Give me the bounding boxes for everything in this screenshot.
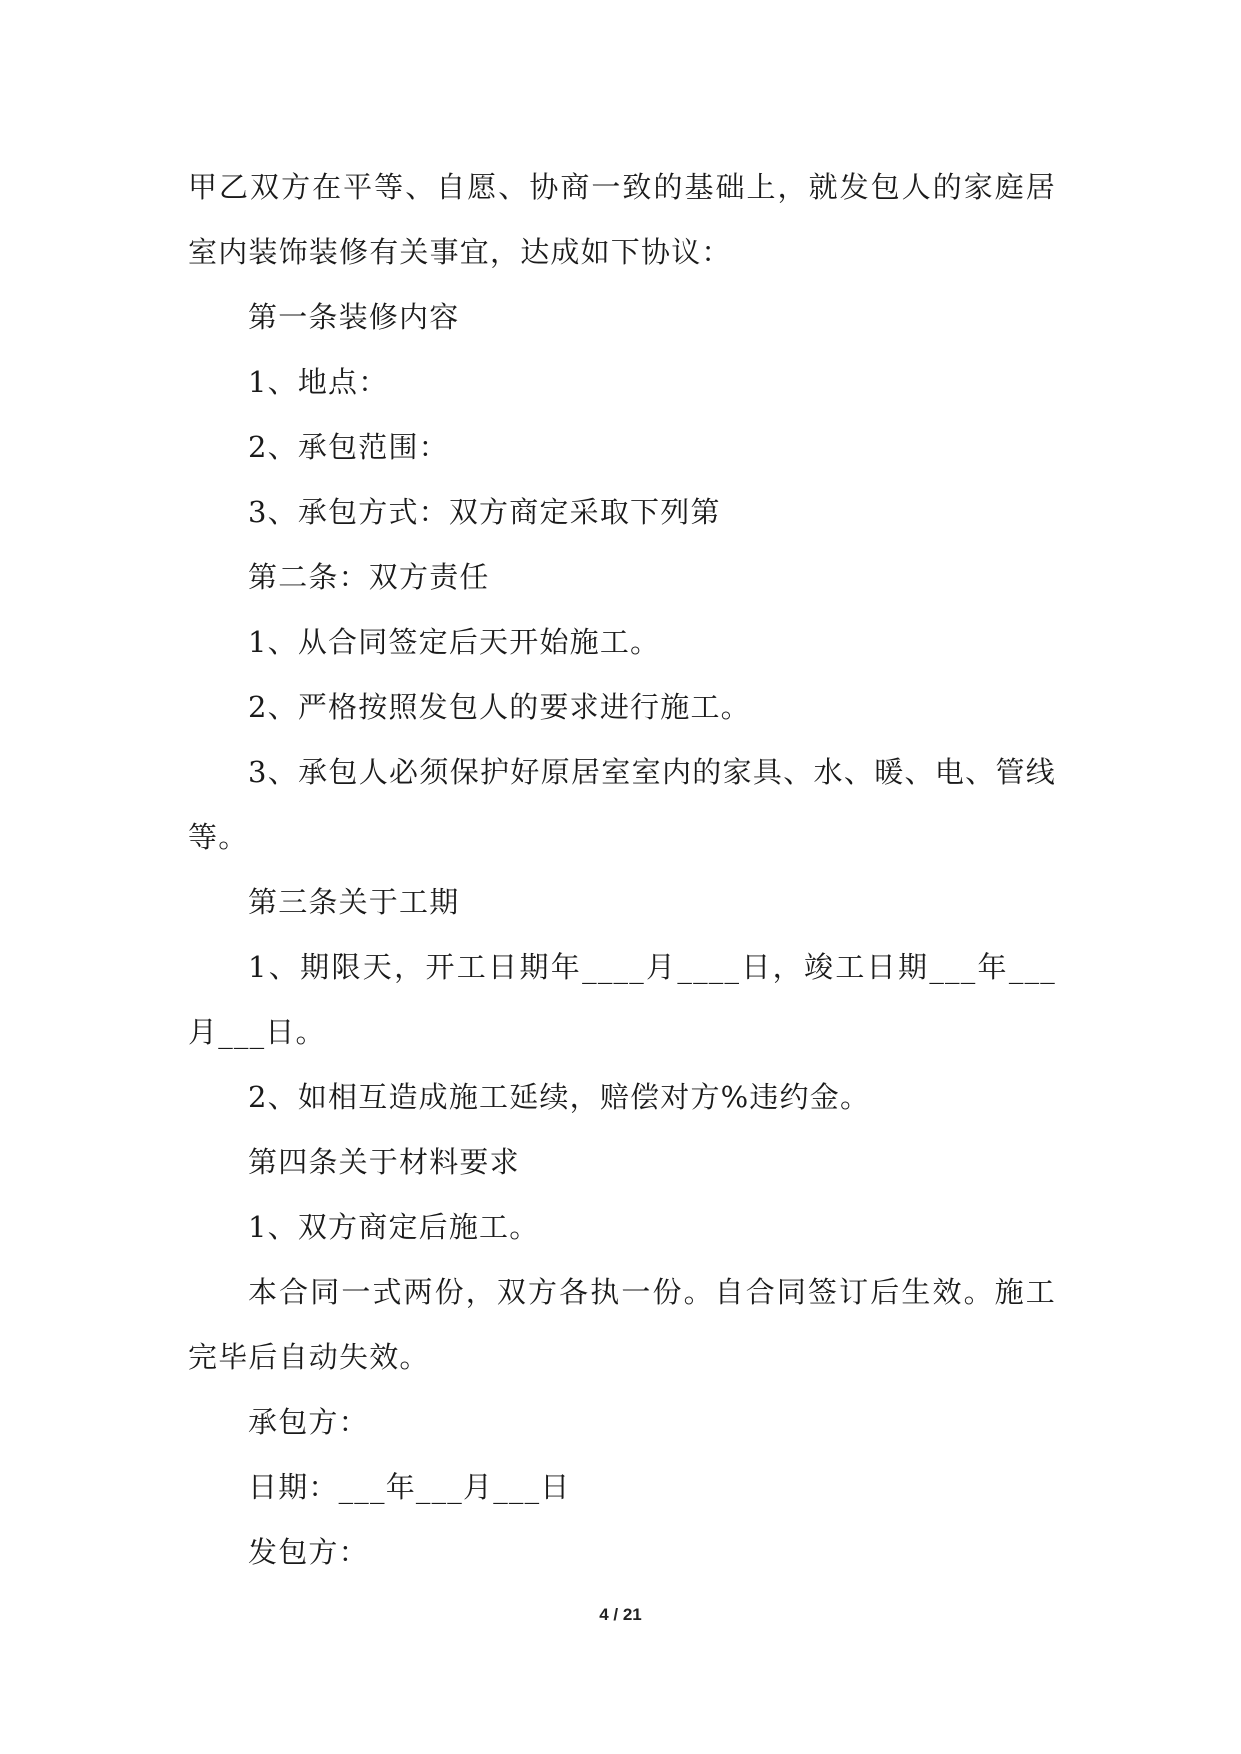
paragraph-client-signature: 发包方： xyxy=(248,1535,369,1569)
paragraph-contractor-signature: 承包方： xyxy=(248,1405,369,1439)
document-body xyxy=(188,155,1056,1585)
paragraph-article-2-item-2: 2、严格按照发包人的要求进行施工。 xyxy=(248,690,751,724)
paragraph-signature-date: 日期：___年___月___日 xyxy=(248,1470,571,1504)
page-number: 4 / 21 xyxy=(599,1605,642,1624)
paragraph-article-4-heading: 第四条关于材料要求 xyxy=(248,1145,520,1179)
paragraph-article-3-item-1: 1、期限天，开工日期年____月____日，竣工日期___年___月___日。 xyxy=(188,950,1056,1049)
paragraph-article-1-heading: 第一条装修内容 xyxy=(248,300,460,334)
paragraph-article-2-item-3: 3、承包人必须保护好原居室室内的家具、水、暖、电、管线等。 xyxy=(188,755,1056,854)
paragraph-article-4-item-1: 1、双方商定后施工。 xyxy=(248,1210,540,1244)
paragraph-article-3-heading: 第三条关于工期 xyxy=(248,885,460,919)
paragraph-validity-clause: 本合同一式两份，双方各执一份。自合同签订后生效。施工完毕后自动失效。 xyxy=(188,1275,1056,1374)
paragraph-article-2-item-1: 1、从合同签定后天开始施工。 xyxy=(248,625,661,659)
paragraph-article-1-item-1: 1、地点： xyxy=(248,365,389,399)
paragraph-article-3-item-2: 2、如相互造成施工延续，赔偿对方%违约金。 xyxy=(248,1080,871,1114)
paragraph-article-1-item-3: 3、承包方式：双方商定采取下列第 xyxy=(248,495,721,529)
paragraph-article-2-heading: 第二条：双方责任 xyxy=(248,560,490,594)
paragraph-intro: 甲乙双方在平等、自愿、协商一致的基础上，就发包人的家庭居室内装饰装修有关事宜，达成如下协议： xyxy=(188,170,1056,269)
paragraph-article-1-item-2: 2、承包范围： xyxy=(248,430,449,464)
